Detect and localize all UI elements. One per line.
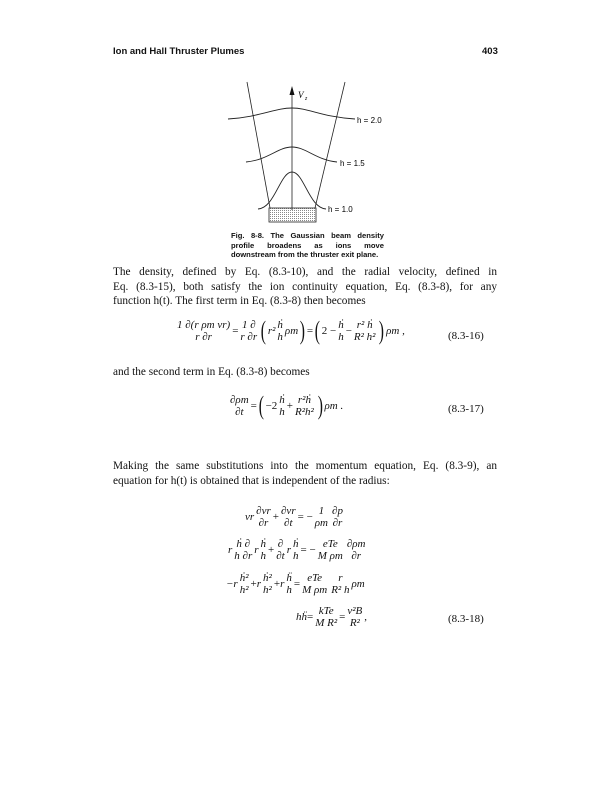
page-number: 403 bbox=[482, 46, 498, 57]
momentum-equation-3: −r ḣ² h² + r ḣ² h² + r ḧ h = eTe M ρm r R² h ρm bbox=[226, 572, 365, 596]
beam-profile-figure bbox=[0, 0, 612, 260]
paragraph-1: The density, defined by Eq. (8.3-10), and the radial velocity, defined in Eq. (8.3-15), both satisfy the ion continuity equation, Eq. (8.3-8), for any function h(t). The first term in Eq. (8.3-8) then becomes bbox=[113, 266, 497, 308]
momentum-equation-2: r ḣ ∂ h ∂r r ḣ h + ∂ ∂t r ḣ h = − eTe M ρm ∂ρm ∂r bbox=[228, 538, 366, 562]
paragraph-2: and the second term in Eq. (8.3-8) becomes bbox=[113, 366, 310, 378]
equation-8-3-16: 1 ∂(r ρm vr) r ∂r = 1 ∂ r ∂r ( r² ḣ h ρm ) = ( 2 − ḣ h − r² ḣ R² h² ) ρm , bbox=[177, 316, 405, 345]
axis-subscript: z bbox=[305, 96, 308, 102]
equation-number: (8.3-17) bbox=[448, 403, 484, 415]
equation-8-3-18: hḧ = kTe M R² = v²B R² , bbox=[296, 605, 368, 629]
curve-label-1: h = 1.0 bbox=[328, 205, 353, 214]
momentum-equation-1: vr ∂vr ∂r + ∂vr ∂t = − 1 ρm ∂p ∂r bbox=[245, 505, 343, 529]
equation-8-3-17: ∂ρm ∂t = ( −2 ḣ h + r²ḣ R²h² ) ρm . bbox=[230, 391, 344, 420]
paragraph-3: Making the same substitutions into the momentum equation, Eq. (8.3-9), an equation for h(t) is obtained that is independent of the radius: bbox=[113, 460, 497, 487]
equation-number: (8.3-16) bbox=[448, 330, 484, 342]
curve-label-15: h = 1.5 bbox=[340, 159, 365, 168]
axis-label: V bbox=[298, 90, 304, 100]
equation-number: (8.3-18) bbox=[448, 613, 484, 625]
figure-caption: Fig. 8-8. The Gaussian beam density profile broadens as ions move downstream from the thruster exit plane. bbox=[231, 231, 384, 260]
running-header-title: Ion and Hall Thruster Plumes bbox=[113, 46, 245, 57]
curve-label-2: h = 2.0 bbox=[357, 116, 382, 125]
